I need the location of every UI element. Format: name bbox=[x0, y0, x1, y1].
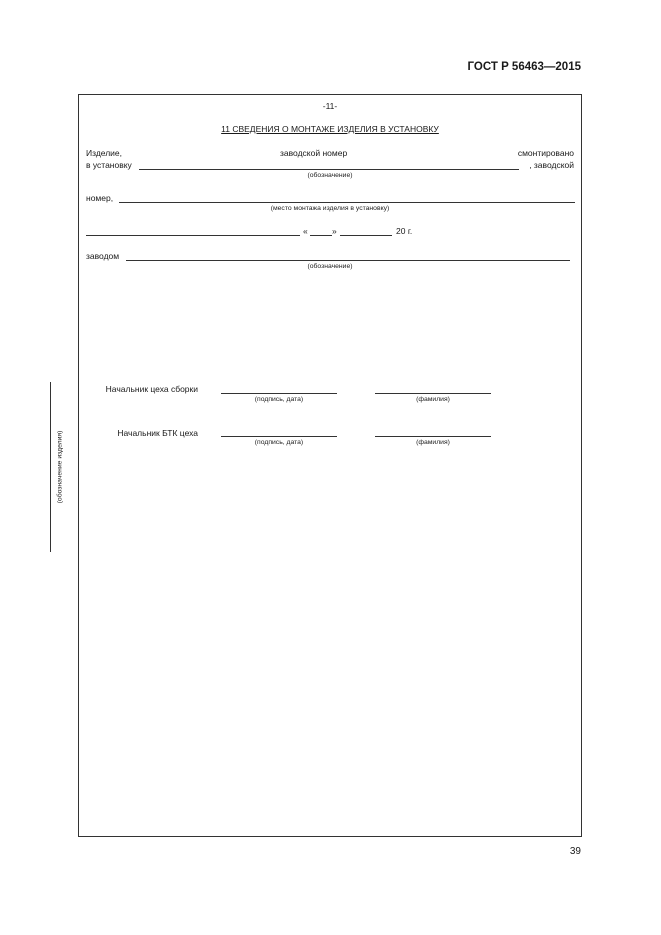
row3-caption: (место монтажа изделия в установку) bbox=[270, 205, 390, 212]
signature-caption: (подпись, дата) bbox=[254, 396, 304, 403]
standard-number: ГОСТ Р 56463—2015 bbox=[467, 61, 581, 73]
signature-line bbox=[221, 393, 337, 394]
day-line bbox=[310, 235, 332, 236]
row2-right-label: , заводской bbox=[529, 160, 574, 170]
row5-caption: (обозначение) bbox=[307, 263, 353, 270]
plant-line bbox=[126, 260, 570, 261]
row2-caption: (обозначение) bbox=[307, 172, 353, 179]
side-caption: (обозначение изделия) bbox=[56, 430, 64, 504]
mount-place-line bbox=[119, 202, 575, 203]
quote-close: » bbox=[332, 226, 337, 236]
side-margin-line bbox=[50, 382, 51, 552]
row1-left-label: Изделие, bbox=[86, 148, 123, 158]
signature-role: Начальник цеха сборки bbox=[105, 384, 198, 394]
section-title: 11 СВЕДЕНИЯ О МОНТАЖЕ ИЗДЕЛИЯ В УСТАНОВКУ bbox=[221, 124, 439, 134]
row3-left-label: номер, bbox=[86, 193, 114, 203]
row2-left-label: в установку bbox=[86, 160, 132, 170]
surname-caption: (фамилия) bbox=[416, 439, 450, 446]
signature-role: Начальник БТК цеха bbox=[117, 428, 198, 438]
designation-line bbox=[139, 169, 519, 170]
date-line bbox=[86, 235, 300, 236]
page-number: 39 bbox=[569, 846, 581, 857]
year-label: 20 г. bbox=[396, 226, 413, 236]
row1-middle-label: заводской номер bbox=[280, 148, 348, 158]
month-line bbox=[340, 235, 392, 236]
row5-left-label: заводом bbox=[86, 251, 120, 261]
surname-caption: (фамилия) bbox=[416, 396, 450, 403]
surname-line bbox=[375, 436, 491, 437]
page-marker: -11- bbox=[322, 101, 338, 111]
signature-line bbox=[221, 436, 337, 437]
row1-right-label: смонтировано bbox=[517, 148, 574, 158]
surname-line bbox=[375, 393, 491, 394]
quote-open: « bbox=[303, 226, 308, 236]
signature-caption: (подпись, дата) bbox=[254, 439, 304, 446]
